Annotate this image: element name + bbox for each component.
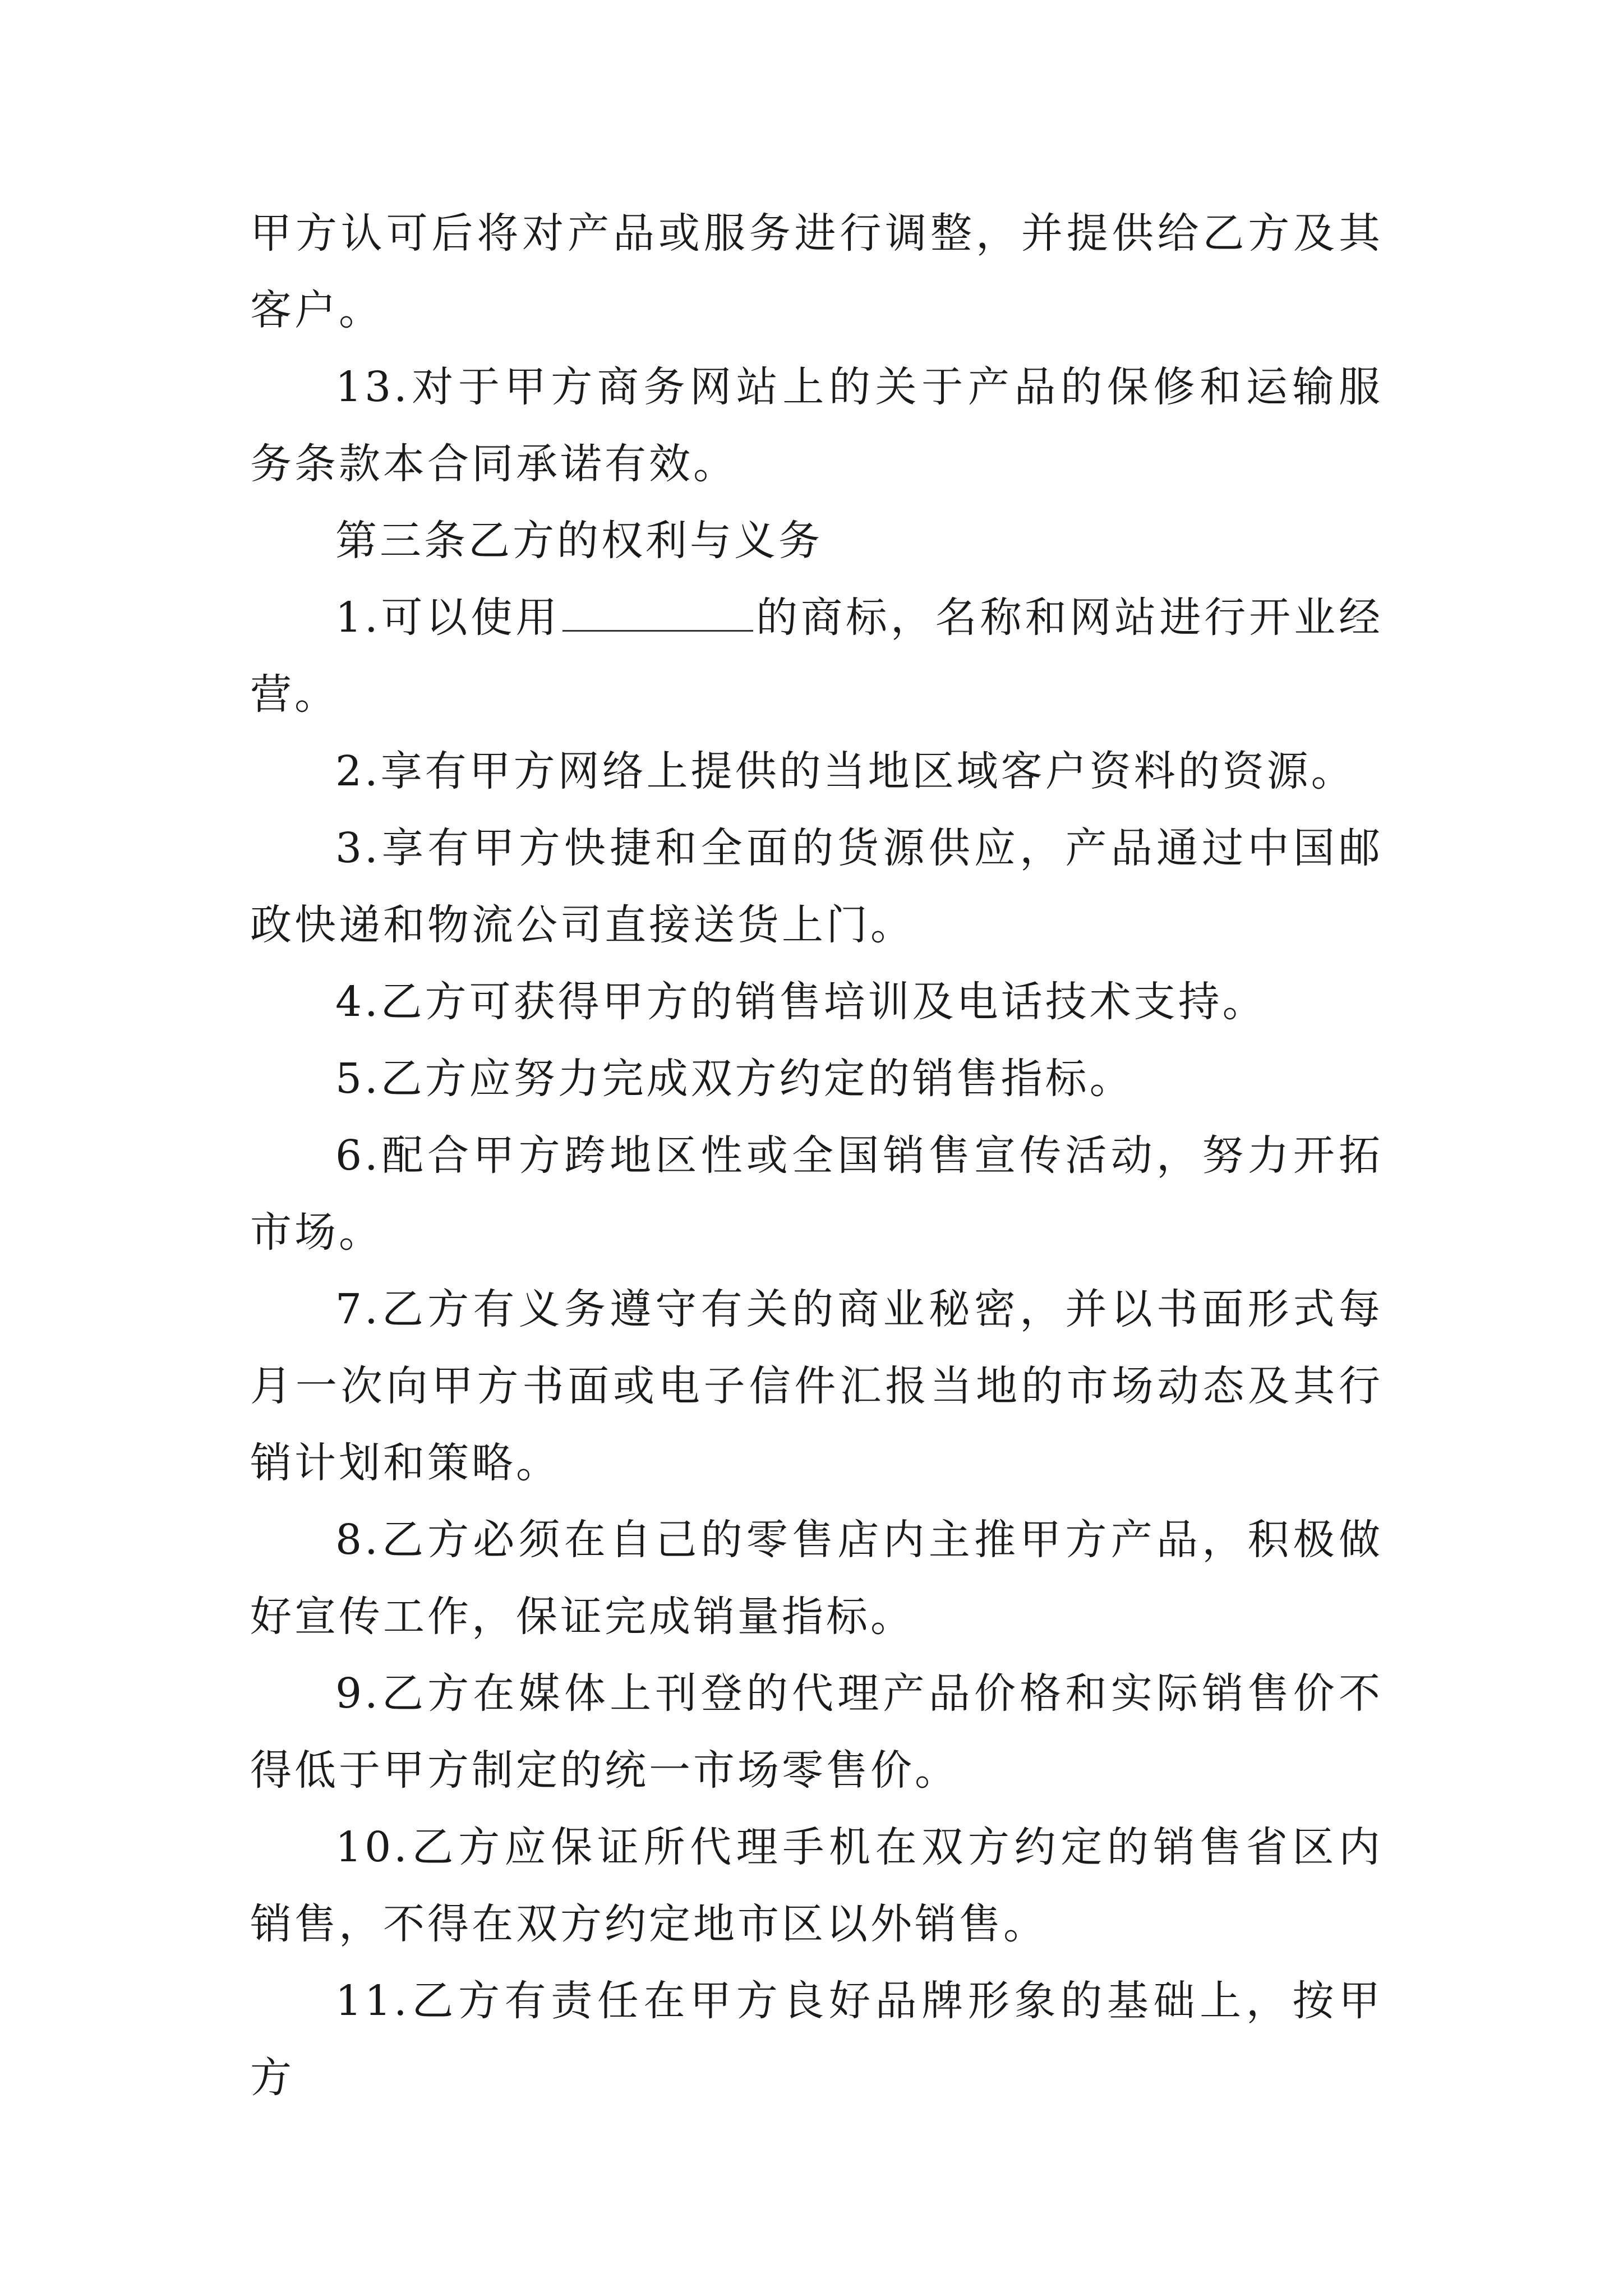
clause-2: 2.享有甲方网络上提供的当地区域客户资料的资源。 bbox=[335, 747, 1355, 795]
clause-5: 5.乙方应努力完成双方约定的销售指标。 bbox=[335, 1055, 1134, 1103]
paragraph-continuation: 甲方认可后将对产品或服务进行调整，并提供给乙方及其客户。 bbox=[250, 209, 1383, 334]
clause-7: 7.乙方有义务遵守有关的商业秘密，并以书面形式每月一次向甲方书面或电子信件汇报当地的市场动态及其行销计划和策略。 bbox=[250, 1285, 1383, 1487]
clause-3: 3.享有甲方快捷和全面的货源供应，产品通过中国邮政快递和物流公司直接送货上门。 bbox=[250, 824, 1383, 949]
clause-6: 6.配合甲方跨地区性或全国销售宣传活动，努力开拓市场。 bbox=[250, 1131, 1383, 1257]
clause-13: 13.对于甲方商务网站上的关于产品的保修和运输服务条款本合同承诺有效。 bbox=[250, 363, 1383, 488]
clause-4: 4.乙方可获得甲方的销售培训及电话技术支持。 bbox=[335, 978, 1267, 1026]
blank-underline bbox=[562, 594, 753, 632]
clause-10: 10.乙方应保证所代理手机在双方约定的销售省区内销售，不得在双方约定地市区以外销售。 bbox=[250, 1823, 1383, 1948]
clause-11: 11.乙方有责任在甲方良好品牌形象的基础上，按甲方 bbox=[250, 1977, 1383, 2102]
section-heading: 第三条乙方的权利与义务 bbox=[335, 517, 823, 565]
clause-1-tail: 的商标，名称和网站进行开业经营。 bbox=[250, 593, 1383, 719]
clause-9: 9.乙方在媒体上刊登的代理产品价格和实际销售价不得低于甲方制定的统一市场零售价。 bbox=[250, 1669, 1383, 1795]
clause-1-lead: 1.可以使用 bbox=[335, 593, 561, 642]
clause-8: 8.乙方必须在自己的零售店内主推甲方产品，积极做好宣传工作，保证完成销量指标。 bbox=[250, 1516, 1383, 1641]
contract-body bbox=[250, 195, 1383, 2116]
clause-1 bbox=[250, 579, 1383, 733]
